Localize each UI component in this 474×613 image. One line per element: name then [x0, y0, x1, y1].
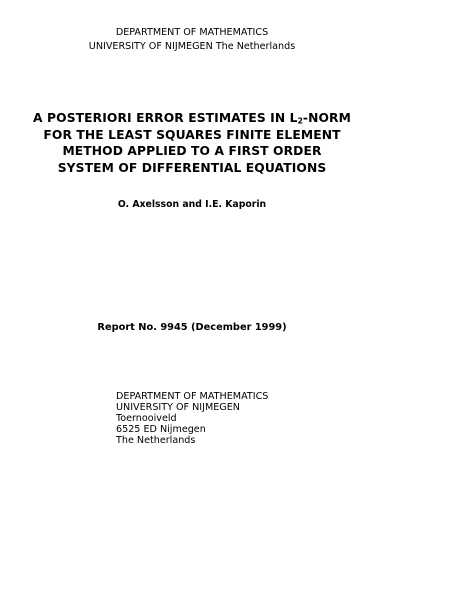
- address-line: UNIVERSITY OF NIJMEGEN: [116, 402, 240, 413]
- header-university: UNIVERSITY OF NIJMEGEN The Netherlands: [88, 41, 296, 52]
- address-line: DEPARTMENT OF MATHEMATICS: [116, 391, 269, 402]
- title-line-4: SYSTEM OF DIFFERENTIAL EQUATIONS: [57, 160, 327, 175]
- authors: O. Axelsson and I.E. Kaporin: [117, 199, 267, 210]
- address-line: Toernooiveld: [116, 413, 177, 424]
- title-line-3: METHOD APPLIED TO A FIRST ORDER: [62, 144, 322, 158]
- address-line: The Netherlands: [116, 435, 196, 446]
- address-block: [116, 391, 268, 446]
- report-number: Report No. 9945 (December 1999): [97, 322, 287, 333]
- header-block: [0, 26, 384, 54]
- title-line-2: FOR THE LEAST SQUARES FINITE ELEMENT: [43, 127, 341, 142]
- title-subscript: 2: [297, 116, 303, 126]
- title-line-1: [0, 110, 384, 127]
- title-line-1-suffix: -NORM: [302, 111, 351, 125]
- title-line-1-text: A POSTERIORI ERROR ESTIMATES IN L: [33, 111, 298, 125]
- paper-title: [0, 110, 384, 176]
- address-line: 6525 ED Nijmegen: [116, 424, 206, 435]
- header-department: DEPARTMENT OF MATHEMATICS: [115, 27, 269, 38]
